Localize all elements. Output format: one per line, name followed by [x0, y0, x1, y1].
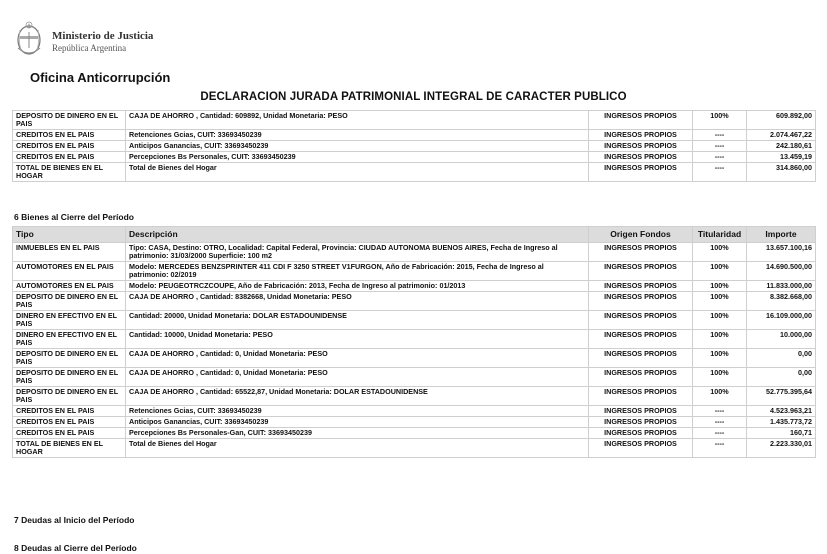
cell-origen: INGRESOS PROPIOS	[589, 130, 693, 141]
cell-titularidad: ----	[693, 141, 747, 152]
cell-titularidad: 100%	[693, 111, 747, 130]
table-row	[13, 163, 816, 182]
cell-origen: INGRESOS PROPIOS	[589, 163, 693, 182]
section-7-title: 7 Deudas al Inicio del Período	[14, 515, 135, 525]
cell-tipo: CREDITOS EN EL PAIS	[13, 141, 126, 152]
table-row	[13, 152, 816, 163]
cell-importe: 314.860,00	[747, 163, 816, 182]
cell-descripcion: Cantidad: 20000, Unidad Monetaria: DOLAR ESTADOUNIDENSE	[126, 311, 589, 330]
table-row	[13, 428, 816, 439]
ministry-header	[14, 20, 153, 66]
cell-tipo: CREDITOS EN EL PAIS	[13, 428, 126, 439]
cell-importe: 52.775.395,64	[747, 387, 816, 406]
cell-descripcion: Retenciones Gcias, CUIT: 33693450239	[126, 406, 589, 417]
header-titularidad: Titularidad	[693, 227, 747, 243]
cell-origen: INGRESOS PROPIOS	[589, 152, 693, 163]
cell-descripcion: Modelo: PEUGEOTRCZCOUPE, Año de Fabricación: 2013, Fecha de Ingreso al patrimonio: 01/2013	[126, 281, 589, 292]
cell-titularidad: ----	[693, 163, 747, 182]
cell-origen: INGRESOS PROPIOS	[589, 262, 693, 281]
cell-descripcion: Total de Bienes del Hogar	[126, 163, 589, 182]
cell-importe: 4.523.963,21	[747, 406, 816, 417]
cell-tipo: CREDITOS EN EL PAIS	[13, 152, 126, 163]
cell-importe: 11.833.000,00	[747, 281, 816, 292]
cell-descripcion: Tipo: CASA, Destino: OTRO, Localidad: Capital Federal, Provincia: CIUDAD AUTONOMA BUENOS AIRES, Fecha de Ingreso al patrimonio: 31/03/2000 Superficie: 100 m2	[126, 243, 589, 262]
cell-tipo: DINERO EN EFECTIVO EN EL PAIS	[13, 330, 126, 349]
cell-titularidad: 100%	[693, 243, 747, 262]
cell-titularidad: ----	[693, 130, 747, 141]
cell-importe: 1.435.773,72	[747, 417, 816, 428]
cell-importe: 8.382.668,00	[747, 292, 816, 311]
cell-importe: 0,00	[747, 368, 816, 387]
table-row	[13, 141, 816, 152]
cell-importe: 242.180,61	[747, 141, 816, 152]
cell-importe: 10.000,00	[747, 330, 816, 349]
table-row	[13, 406, 816, 417]
cell-titularidad: ----	[693, 417, 747, 428]
table-row	[13, 130, 816, 141]
header-tipo: Tipo	[13, 227, 126, 243]
cell-importe: 160,71	[747, 428, 816, 439]
cell-titularidad: 100%	[693, 387, 747, 406]
cell-origen: INGRESOS PROPIOS	[589, 417, 693, 428]
cell-descripcion: CAJA DE AHORRO , Cantidad: 65522,87, Unidad Monetaria: DOLAR ESTADOUNIDENSE	[126, 387, 589, 406]
cell-tipo: DEPOSITO DE DINERO EN EL PAIS	[13, 292, 126, 311]
cell-titularidad: 100%	[693, 292, 747, 311]
table-row	[13, 281, 816, 292]
table-row	[13, 111, 816, 130]
cell-descripcion: CAJA DE AHORRO , Cantidad: 0, Unidad Monetaria: PESO	[126, 349, 589, 368]
cell-importe: 16.109.000,00	[747, 311, 816, 330]
cell-titularidad: 100%	[693, 311, 747, 330]
cell-importe: 13.657.100,16	[747, 243, 816, 262]
cell-tipo: AUTOMOTORES EN EL PAIS	[13, 262, 126, 281]
table-row	[13, 330, 816, 349]
previous-assets-table	[12, 110, 816, 182]
cell-importe: 0,00	[747, 349, 816, 368]
table-row	[13, 439, 816, 458]
cell-descripcion: Retenciones Gcias, CUIT: 33693450239	[126, 130, 589, 141]
cell-descripcion: CAJA DE AHORRO , Cantidad: 0, Unidad Monetaria: PESO	[126, 368, 589, 387]
cell-descripcion: CAJA DE AHORRO , Cantidad: 609892, Unidad Monetaria: PESO	[126, 111, 589, 130]
cell-tipo: AUTOMOTORES EN EL PAIS	[13, 281, 126, 292]
cell-origen: INGRESOS PROPIOS	[589, 111, 693, 130]
cell-descripcion: Percepciones Bs Personales-Gan, CUIT: 33693450239	[126, 428, 589, 439]
cell-titularidad: ----	[693, 406, 747, 417]
cell-origen: INGRESOS PROPIOS	[589, 330, 693, 349]
cell-descripcion: Anticipos Ganancias, CUIT: 33693450239	[126, 417, 589, 428]
cell-tipo: CREDITOS EN EL PAIS	[13, 130, 126, 141]
coat-of-arms-icon	[14, 20, 44, 58]
table-row	[13, 262, 816, 281]
table-row	[13, 368, 816, 387]
cell-tipo: DINERO EN EFECTIVO EN EL PAIS	[13, 311, 126, 330]
cell-titularidad: ----	[693, 439, 747, 458]
section-6-title: 6 Bienes al Cierre del Período	[14, 212, 134, 222]
cell-tipo: INMUEBLES EN EL PAIS	[13, 243, 126, 262]
cell-titularidad: ----	[693, 152, 747, 163]
header-descripcion: Descripción	[126, 227, 589, 243]
table-row	[13, 387, 816, 406]
table-row	[13, 349, 816, 368]
cell-importe: 2.223.330,01	[747, 439, 816, 458]
cell-tipo: TOTAL DE BIENES EN EL HOGAR	[13, 439, 126, 458]
cell-origen: INGRESOS PROPIOS	[589, 428, 693, 439]
cell-origen: INGRESOS PROPIOS	[589, 281, 693, 292]
cell-importe: 609.892,00	[747, 111, 816, 130]
cell-origen: INGRESOS PROPIOS	[589, 387, 693, 406]
cell-descripcion: Total de Bienes del Hogar	[126, 439, 589, 458]
cell-origen: INGRESOS PROPIOS	[589, 243, 693, 262]
table-row	[13, 243, 816, 262]
cell-tipo: TOTAL DE BIENES EN EL HOGAR	[13, 163, 126, 182]
cell-tipo: DEPOSITO DE DINERO EN EL PAIS	[13, 387, 126, 406]
cell-titularidad: 100%	[693, 262, 747, 281]
cell-origen: INGRESOS PROPIOS	[589, 349, 693, 368]
cell-origen: INGRESOS PROPIOS	[589, 141, 693, 152]
document-title: DECLARACION JURADA PATRIMONIAL INTEGRAL DE CARACTER PUBLICO	[200, 91, 627, 103]
cell-importe: 14.690.500,00	[747, 262, 816, 281]
cell-titularidad: 100%	[693, 349, 747, 368]
section-8-title: 8 Deudas al Cierre del Período	[14, 543, 137, 553]
assets-closing-table	[12, 226, 816, 458]
cell-origen: INGRESOS PROPIOS	[589, 406, 693, 417]
cell-tipo: DEPOSITO DE DINERO EN EL PAIS	[13, 111, 126, 130]
table-header-row	[13, 227, 816, 243]
cell-tipo: CREDITOS EN EL PAIS	[13, 406, 126, 417]
cell-origen: INGRESOS PROPIOS	[589, 311, 693, 330]
table-row	[13, 417, 816, 428]
cell-descripcion: Percepciones Bs Personales, CUIT: 33693450239	[126, 152, 589, 163]
cell-titularidad: 100%	[693, 368, 747, 387]
cell-tipo: DEPOSITO DE DINERO EN EL PAIS	[13, 349, 126, 368]
header-importe: Importe	[747, 227, 816, 243]
cell-origen: INGRESOS PROPIOS	[589, 439, 693, 458]
cell-titularidad: 100%	[693, 330, 747, 349]
cell-tipo: DEPOSITO DE DINERO EN EL PAIS	[13, 368, 126, 387]
cell-importe: 2.074.467,22	[747, 130, 816, 141]
cell-origen: INGRESOS PROPIOS	[589, 292, 693, 311]
table-row	[13, 292, 816, 311]
cell-tipo: CREDITOS EN EL PAIS	[13, 417, 126, 428]
cell-origen: INGRESOS PROPIOS	[589, 368, 693, 387]
cell-descripcion: CAJA DE AHORRO , Cantidad: 8382668, Unidad Monetaria: PESO	[126, 292, 589, 311]
cell-descripcion: Modelo: MERCEDES BENZSPRINTER 411 CDI F 3250 STREET V1FURGON, Año de Fabricación: 2015, Fecha de Ingreso al patrimonio: 02/2019	[126, 262, 589, 281]
cell-importe: 13.459,19	[747, 152, 816, 163]
header-origen: Origen Fondos	[589, 227, 693, 243]
office-title: Oficina Anticorrupción	[30, 70, 171, 85]
cell-descripcion: Cantidad: 10000, Unidad Monetaria: PESO	[126, 330, 589, 349]
ministry-name: Ministerio de Justicia	[52, 30, 154, 42]
cell-titularidad: ----	[693, 428, 747, 439]
table-row	[13, 311, 816, 330]
cell-titularidad: 100%	[693, 281, 747, 292]
cell-descripcion: Anticipos Ganancias, CUIT: 33693450239	[126, 141, 589, 152]
republic-name: República Argentina	[52, 43, 127, 53]
